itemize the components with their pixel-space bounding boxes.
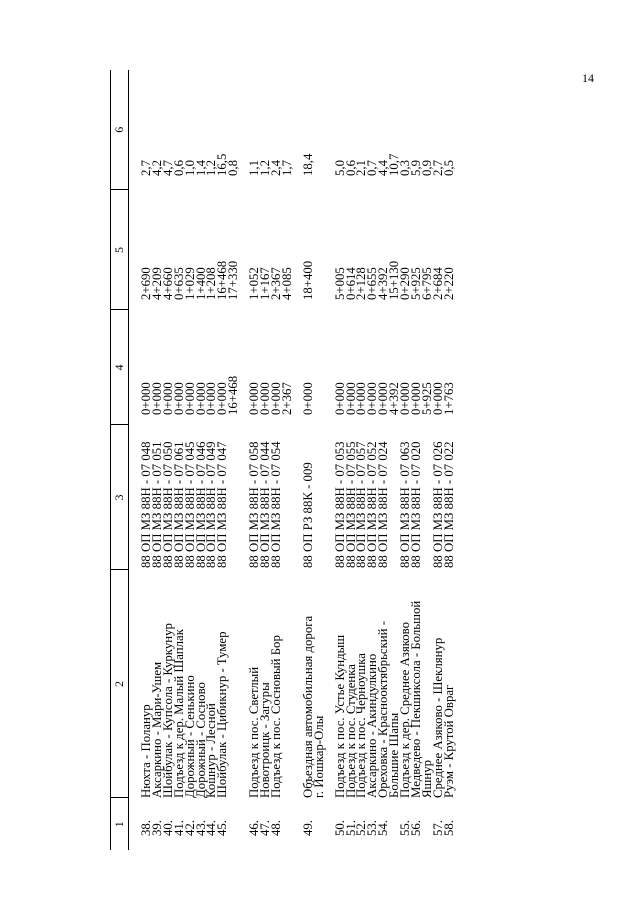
table-row: [411, 70, 433, 850]
cell-line: 1,2: [204, 160, 219, 176]
cell-line: Подъезд к пос. Студенка: [343, 664, 358, 798]
cell-line: 5+005: [332, 267, 347, 300]
cell-num: 57.: [430, 820, 445, 836]
cell-code: 88 ОП МЗ 88Н - 07 057: [354, 441, 369, 568]
cell-c6: [300, 70, 325, 190]
cell-line: 0+290: [398, 267, 413, 300]
cell-c5: [129, 190, 152, 310]
cell-num: 44.: [204, 820, 219, 836]
cell-code: 88 ОП МЗ 88Н - 07 024: [376, 441, 391, 568]
cell-code: 88 ОП МЗ 88Н - 07 048: [139, 441, 153, 568]
cell-line: Аксаркино - Акиндулкино: [365, 653, 380, 798]
cell-line: 0,3: [398, 160, 413, 176]
cell-num: 47.: [258, 820, 273, 836]
cell-name: [441, 570, 456, 798]
cell-num: 48.: [268, 820, 283, 836]
cell-line: Ореховка - Краснооктябрьский -: [376, 621, 391, 798]
cell-num: 55.: [398, 820, 413, 836]
cell-line: 4,4: [376, 160, 391, 176]
cell-line: 5,0: [332, 160, 347, 176]
cell-line: 0+000: [160, 382, 175, 415]
cell-line: 0+000: [193, 382, 208, 415]
cell-line: 0+000: [408, 382, 423, 415]
table-header-row: [111, 70, 129, 850]
cell-line: 5+925: [419, 382, 434, 415]
cell-line: 0+000: [343, 382, 358, 415]
cell-line: 1,1: [247, 160, 262, 176]
cell-line: 0+000: [215, 382, 230, 415]
cell-c5: [300, 190, 325, 310]
cell-line: Шойбулак - Цибикнур - Тумер: [215, 631, 230, 798]
cell-c4: [129, 310, 152, 425]
cell-line: 15+130: [387, 260, 402, 300]
cell-line: 0,5: [441, 160, 456, 176]
cell-line: 1+167: [258, 267, 273, 300]
col-header-2: 2: [111, 570, 129, 798]
col-header-1: 1: [111, 798, 129, 850]
cell-line: 0+000: [258, 382, 273, 415]
cell-line: Подъезд к дер. Малый Шаплак: [171, 629, 186, 798]
cell-line: 2,1: [354, 160, 369, 176]
cell-line: 1,4: [193, 160, 208, 176]
cell-line: 0+000: [149, 382, 164, 415]
cell-c6: [378, 70, 400, 190]
cell-code: 88 ОП МЗ 88Н - 07 026: [430, 441, 445, 568]
cell-line: г. Йошкар-Олы: [311, 715, 326, 798]
col-header-3: 3: [111, 425, 129, 570]
cell-line: 0+655: [365, 267, 380, 300]
cell-line: 0+000: [354, 382, 369, 415]
cell-line: 4,2: [149, 160, 164, 176]
cell-line: Нюхта - Поланур: [139, 704, 153, 798]
cell-code: 88 ОП МЗ 88Н - 07 058: [247, 441, 262, 568]
cell-num: 40.: [160, 820, 175, 836]
cell-code: 88 ОП МЗ 88Н - 07 061: [171, 441, 186, 568]
cell-code: 88 ОП МЗ 88Н - 07 063: [398, 441, 413, 568]
cell-line: 6+795: [419, 267, 434, 300]
table-row: [303, 70, 325, 850]
cell-c4: [217, 310, 239, 425]
table-body: [129, 70, 455, 850]
cell-line: 0+000: [376, 382, 391, 415]
cell-line: 5+925: [408, 267, 423, 300]
cell-num: 41.: [171, 820, 186, 836]
cell-line: 2+684: [430, 267, 445, 300]
cell-line: 0,6: [171, 160, 186, 176]
cell-name: [129, 570, 152, 798]
cell-line: Большие Шапы: [387, 712, 402, 798]
cell-code: 88 ОП МЗ 88Н - 07 047: [215, 441, 230, 568]
cell-line: 1+208: [204, 267, 219, 300]
cell-name: [300, 570, 326, 798]
cell-line: Аксаркино - Мари-Ушем: [149, 661, 164, 798]
col-header-6: 6: [111, 70, 129, 190]
table-row: [444, 70, 455, 850]
roads-table: [110, 70, 455, 850]
cell-c5: [268, 190, 294, 310]
cell-line: 16+468: [226, 375, 241, 415]
cell-line: 0,7: [365, 160, 380, 176]
cell-line: Кошнур - Лесной: [204, 703, 219, 798]
cell-code: 88 ОП МЗ 88Н - 07 044: [258, 441, 273, 568]
cell-name: [217, 570, 239, 798]
cell-line: 0+000: [247, 382, 262, 415]
cell-line: 0,6: [343, 160, 358, 176]
cell-num: 38.: [139, 820, 153, 836]
cell-line: 1,0: [182, 160, 197, 176]
cell-line: 16,5: [215, 153, 230, 176]
cell-c5: [408, 190, 434, 310]
table-row: [271, 70, 293, 850]
cell-code: 88 ОП РЗ 88К - 009: [300, 462, 315, 568]
cell-line: Подъезд к пос. Устье Кундыш: [332, 634, 347, 798]
cell-line: Медведево - Пекшиксола - Большой: [408, 600, 423, 798]
cell-line: Подъезд к пос. Светлый: [247, 666, 262, 798]
cell-num: 42.: [182, 820, 197, 836]
cell-num: 39.: [149, 820, 164, 836]
rotated-table-wrapper: [110, 70, 615, 850]
cell-code: 88 ОП МЗ 88Н - 07 022: [441, 441, 456, 568]
table-row: [217, 70, 239, 850]
cell-line: 0+000: [300, 382, 315, 415]
cell-num: 46.: [247, 820, 262, 836]
cell-num: 50.: [332, 820, 347, 836]
cell-line: 4+392: [387, 382, 402, 415]
table-row: [129, 70, 152, 850]
cell-line: 1,2: [258, 160, 273, 176]
cell-line: 1+029: [182, 267, 197, 300]
cell-line: 2,7: [139, 160, 153, 176]
cell-line: Подъезд к дер. Среднее Азяково: [398, 621, 413, 798]
cell-line: Дорожный - Сосново: [193, 682, 208, 798]
cell-code: 88 ОП МЗ 88Н - 07 055: [343, 441, 358, 568]
cell-line: Новотроицк - Загуры: [258, 682, 273, 798]
cell-line: 2,7: [430, 160, 445, 176]
cell-line: 0,9: [419, 160, 434, 176]
cell-c5: [441, 190, 456, 310]
cell-line: 0+000: [398, 382, 413, 415]
cell-c4: [300, 310, 325, 425]
cell-line: 2+367: [279, 382, 294, 415]
cell-code: 88 ОП МЗ 88Н - 07 050: [160, 441, 175, 568]
cell-c4: [378, 310, 400, 425]
cell-line: 2+128: [354, 267, 369, 300]
cell-line: Подъезд к пос. Черноушка: [354, 653, 369, 798]
cell-line: 4,7: [160, 160, 175, 176]
cell-line: Яшнур: [419, 759, 434, 798]
cell-code: 88 ОП МЗ 88Н - 07 049: [204, 441, 219, 568]
cell-name: [408, 570, 434, 798]
cell-line: 0,8: [226, 160, 241, 176]
cell-line: Подъезд к пос. Сосновый Бор: [268, 635, 283, 798]
cell-line: Среднее Азяково - Шеклянур: [430, 637, 445, 798]
page-number: 14: [582, 71, 594, 85]
cell-line: 4+209: [149, 267, 164, 300]
cell-line: 18+400: [300, 260, 315, 300]
cell-line: 0+000: [171, 382, 186, 415]
cell-line: 18,4: [300, 153, 315, 176]
cell-code: 88 ОП МЗ 88Н - 07 053: [332, 441, 347, 568]
cell-code: 88 ОП МЗ 88Н - 07 020: [408, 441, 423, 568]
cell-name: [378, 570, 400, 798]
cell-c4: [268, 310, 294, 425]
cell-line: Объездная автомобильная дорога: [300, 615, 315, 798]
cell-num: 52.: [354, 820, 369, 836]
col-header-4: 4: [111, 310, 129, 425]
cell-line: 1+052: [247, 267, 262, 300]
cell-c6: [408, 70, 434, 190]
cell-line: 2+367: [268, 267, 283, 300]
cell-line: 4+660: [160, 267, 175, 300]
cell-line: 0+000: [182, 382, 197, 415]
cell-c6: [441, 70, 456, 190]
cell-line: 0+000: [204, 382, 219, 415]
cell-line: 2,4: [268, 160, 283, 176]
cell-line: 1,7: [279, 160, 294, 176]
cell-code: 88 ОП МЗ 88Н - 07 051: [149, 441, 164, 568]
cell-num: 58.: [441, 820, 456, 836]
cell-num: 49.: [300, 820, 315, 836]
cell-name: [268, 570, 293, 798]
cell-line: 10,7: [387, 153, 402, 176]
cell-line: 17+330: [226, 260, 241, 300]
cell-num: 43.: [193, 820, 208, 836]
cell-line: 2+220: [441, 267, 456, 300]
cell-code: 88 ОП МЗ 88Н - 07 054: [268, 441, 283, 568]
cell-c5: [378, 190, 400, 310]
cell-c5: [217, 190, 239, 310]
cell-line: 2+690: [139, 267, 153, 300]
cell-line: 0+614: [343, 267, 358, 300]
cell-line: Руэм - Крутой Овраг: [441, 684, 456, 798]
cell-code: 88 ОП МЗ 88Н - 07 045: [182, 441, 197, 568]
table-row: [378, 70, 400, 850]
cell-line: 16+468: [215, 260, 230, 300]
cell-line: 0+000: [365, 382, 380, 415]
cell-code: 88 ОП МЗ 88Н - 07 052: [365, 441, 380, 568]
cell-code: 88 ОП МЗ 88Н - 07 046: [193, 441, 208, 568]
cell-num: 56.: [408, 820, 423, 836]
cell-line: 0+000: [268, 382, 283, 415]
cell-line: 0+635: [171, 267, 186, 300]
cell-line: 0+000: [430, 382, 445, 415]
cell-c6: [217, 70, 239, 190]
cell-line: 1+763: [441, 382, 456, 415]
cell-num: 53.: [365, 820, 380, 836]
cell-line: 1+400: [193, 267, 208, 300]
cell-line: 4+392: [376, 267, 391, 300]
cell-line: 5,9: [408, 160, 423, 176]
cell-num: 45.: [215, 820, 230, 836]
cell-line: Дорожный - Сенькино: [182, 675, 197, 798]
cell-line: 0+000: [139, 382, 153, 415]
cell-c6: [129, 70, 152, 190]
cell-line: 4+085: [279, 267, 294, 300]
col-header-5: 5: [111, 190, 129, 310]
cell-c6: [268, 70, 294, 190]
cell-num: 51.: [343, 820, 358, 836]
cell-c4: [408, 310, 434, 425]
cell-line: Шойбулак - Купсола - Куркунур: [160, 623, 175, 798]
cell-c4: [441, 310, 456, 425]
cell-num: 54.: [376, 820, 391, 836]
cell-line: 0+000: [332, 382, 347, 415]
